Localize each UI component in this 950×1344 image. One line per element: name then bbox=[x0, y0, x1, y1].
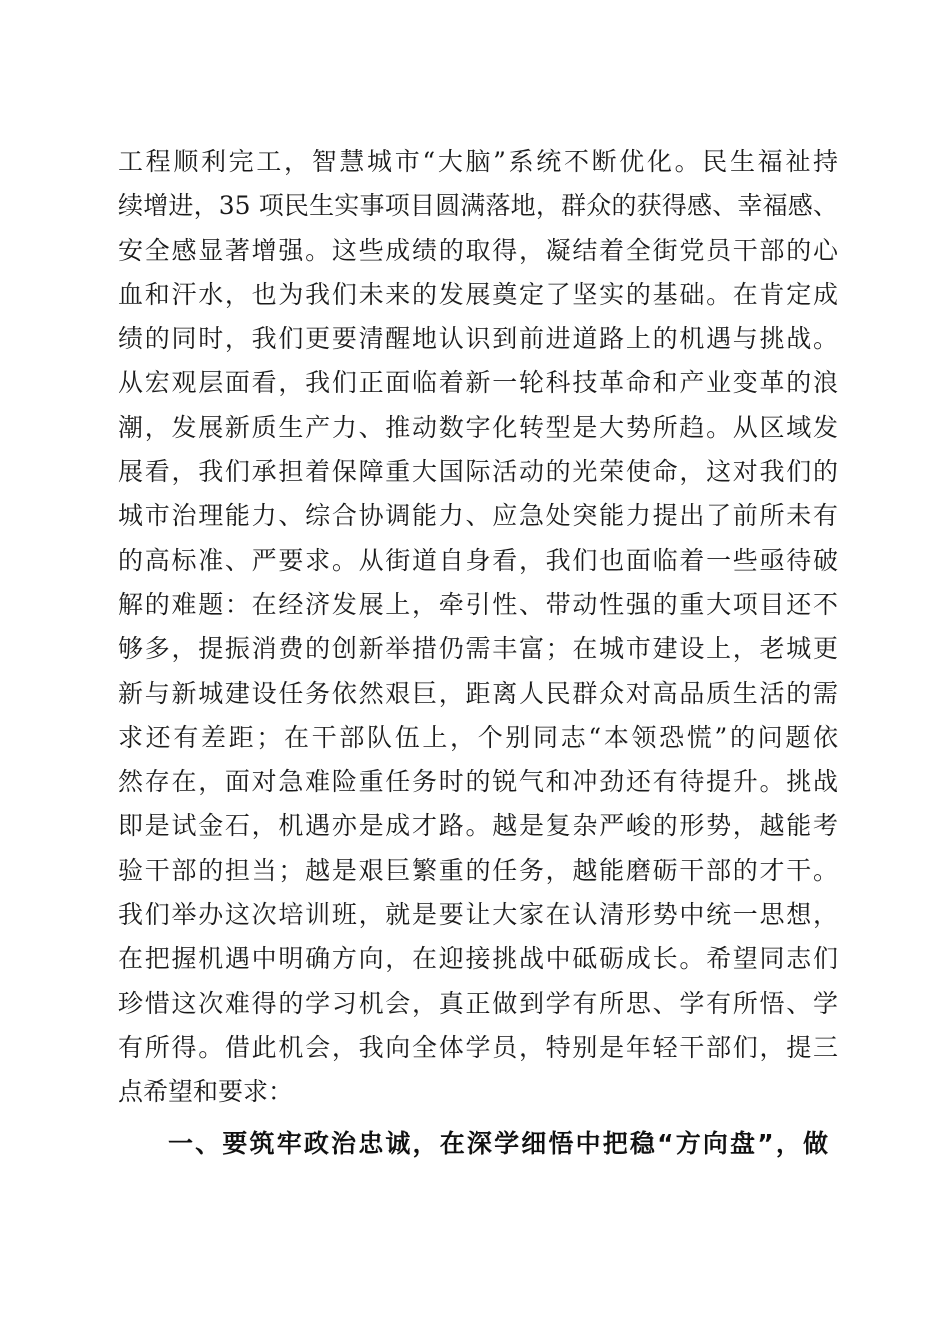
text-line: 展看，我们承担着保障重大国际活动的光荣使命，这对我们的 bbox=[118, 457, 838, 487]
text-line: 求还有差距；在干部队伍上，个别同志“本领恐慌”的问题依 bbox=[118, 722, 838, 752]
text-line: 我们举办这次培训班，就是要让大家在认清形势中统一思想， bbox=[118, 900, 838, 930]
text-line: 验干部的担当；越是艰巨繁重的任务，越能磨砺干部的才干。 bbox=[118, 855, 838, 885]
text-line: 绩的同时，我们更要清醒地认识到前进道路上的机遇与挑战。 bbox=[118, 324, 838, 354]
text-line: 在把握机遇中明确方向，在迎接挑战中砥砺成长。希望同志们 bbox=[118, 944, 838, 974]
text-line: 即是试金石，机遇亦是成才路。越是复杂严峻的形势，越能考 bbox=[118, 811, 838, 841]
text-line: 新与新城建设任务依然艰巨，距离人民群众对高品质生活的需 bbox=[118, 678, 838, 708]
text-line: 城市治理能力、综合协调能力、应急处突能力提出了前所未有 bbox=[118, 501, 838, 531]
text-line: 珍惜这次难得的学习机会，真正做到学有所思、学有所悟、学 bbox=[118, 988, 838, 1018]
text-line: 有所得。借此机会，我向全体学员，特别是年轻干部们，提三 bbox=[118, 1032, 838, 1062]
text-line: 解的难题：在经济发展上，牵引性、带动性强的重大项目还不 bbox=[118, 589, 838, 619]
text-line: 潮，发展新质生产力、推动数字化转型是大势所趋。从区域发 bbox=[118, 412, 838, 442]
text-line: 的高标准、严要求。从街道自身看，我们也面临着一些亟待破 bbox=[118, 545, 838, 575]
body-paragraph bbox=[118, 140, 838, 1115]
text-line: 点希望和要求： bbox=[118, 1077, 294, 1107]
text-line: 续增进，35 项民生实事项目圆满落地，群众的获得感、幸福感、 bbox=[118, 191, 838, 221]
text-line: 血和汗水，也为我们未来的发展奠定了坚实的基础。在肯定成 bbox=[118, 279, 838, 309]
text-line: 安全感显著增强。这些成绩的取得，凝结着全街党员干部的心 bbox=[118, 235, 838, 265]
text-line: 够多，提振消费的创新举措仍需丰富；在城市建设上，老城更 bbox=[118, 634, 838, 664]
text-line: 然存在，面对急难险重任务时的锐气和冲劲还有待提升。挑战 bbox=[118, 767, 838, 797]
text-line: 工程顺利完工，智慧城市“大脑”系统不断优化。民生福祉持 bbox=[118, 147, 838, 176]
section-heading: 一、要筑牢政治忠诚，在深学细悟中把稳“方向盘”，做 bbox=[168, 1129, 828, 1158]
text-line: 从宏观层面看，我们正面临着新一轮科技革命和产业变革的浪 bbox=[118, 368, 838, 398]
